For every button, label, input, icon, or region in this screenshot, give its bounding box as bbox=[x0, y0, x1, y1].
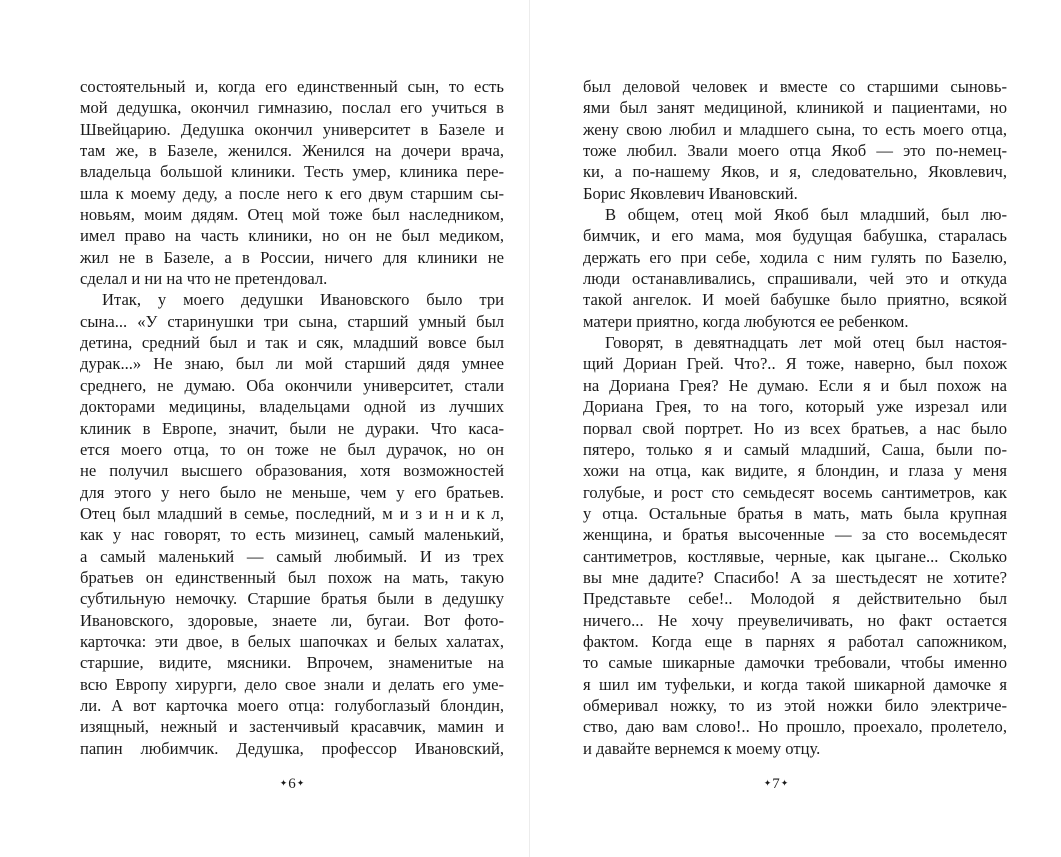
text-line: сделал и ни на что не претендовал. bbox=[80, 269, 328, 289]
text-line: новьям, моим дядям. Отец мой тоже был наследником, bbox=[80, 205, 504, 225]
ornament-icon: ✦ bbox=[763, 778, 772, 788]
text-line: Швейцарию. Дедушка окончил университет в Базеле и bbox=[80, 119, 504, 139]
text-line: люди останавливались, спрашивали, чей это и откуда bbox=[583, 269, 1007, 289]
page-number: 7 bbox=[772, 776, 780, 792]
text-line: на Дориана Грея? Не думаю. Если я и был похож на bbox=[583, 375, 1007, 395]
text-line: ство, даю вам слово!.. Но прошло, проехало, пролетело, bbox=[583, 717, 1007, 737]
text-line: Говорят, в девятнадцать лет мой отец был настоя- bbox=[605, 333, 1007, 353]
ornament-icon: ✦ bbox=[296, 778, 305, 788]
text-line: тоже любил. Звали моего отца Якоб — это по-немец- bbox=[583, 141, 1007, 161]
text-line: изящный, нежный и застенчивый красавчик, мамин и bbox=[80, 717, 504, 737]
text-line: докторами медицины, владельцами одной из лучших bbox=[80, 397, 504, 417]
text-line: я шил им туфельки, и когда такой шикарной дамочке я bbox=[583, 674, 1007, 694]
text-line: папин любимчик. Дедушка, профессор Ивановский, bbox=[80, 738, 504, 758]
text-line: В общем, отец мой Якоб был младший, был лю- bbox=[605, 205, 1007, 225]
text-line: владельца большой клиники. Тесть умер, клиника пере- bbox=[80, 162, 504, 182]
text-line: держать его при себе, ходила с ним гулять по Базелю, bbox=[583, 247, 1007, 267]
page-gutter bbox=[529, 0, 530, 857]
text-line: карточка: эти двое, в белых шапочках и белых халатах, bbox=[80, 631, 504, 651]
text-line: хожи на отца, как видите, я блондин, и глаза у меня bbox=[583, 461, 1007, 481]
text-line: сантиметров, костлявые, черные, как цыгане... Сколько bbox=[583, 546, 1007, 566]
text-line: ется моего отца, то он тоже не был дурачок, но он bbox=[80, 439, 504, 459]
text-line: фактом. Когда еще в парнях я работал сапожником, bbox=[583, 631, 1007, 651]
page-number-left bbox=[262, 776, 322, 793]
text-line: шла к моему деду, а после него к его двум старшим сы- bbox=[80, 183, 504, 203]
text-line: был деловой человек и вместе со старшими сыновь- bbox=[583, 77, 1007, 96]
text-line: ли. А вот карточка моего отца: голубоглазый блондин, bbox=[80, 695, 504, 715]
text-line: щий Дориан Грей. Что?.. Я тоже, наверно, был похож bbox=[583, 354, 1007, 374]
text-line: детина, средний был и так и сяк, младший вовсе был bbox=[80, 333, 504, 353]
text-line: Представьте себе!.. Молодой я действительно был bbox=[583, 589, 1007, 609]
page-number: 6 bbox=[288, 776, 296, 792]
text-line: Ивановского, здоровые, знаете ли, бугаи. Вот фото- bbox=[80, 610, 504, 630]
text-line: голубые, и рост сто семьдесят восемь сантиметров, как bbox=[583, 482, 1007, 502]
text-line: у отца. Остальные братья в мать, мать была крупная bbox=[583, 503, 1007, 523]
text-line: не получил высшего образования, хотя возможностей bbox=[80, 461, 504, 481]
text-line: имел право на часть клиники, но он не был медиком, bbox=[80, 226, 504, 246]
left-page-text bbox=[80, 76, 504, 759]
text-line: порвал свой портрет. Но из всех братьев, а нас было bbox=[583, 418, 1007, 438]
ornament-icon: ✦ bbox=[279, 778, 288, 788]
text-line: вы мне дадите? Спасибо! А за шестьдесят не хотите? bbox=[583, 567, 1007, 587]
text-line: бимчик, и его мама, моя будущая бабушка, старалась bbox=[583, 226, 1007, 246]
text-line: то самые шикарные дамочки требовали, чтобы именно bbox=[583, 653, 1007, 673]
text-line: обмеривал ножку, то из этой ножки било электриче- bbox=[583, 695, 1007, 715]
text-line: Дориана Грея, то на того, который уже изрезал или bbox=[583, 397, 1007, 417]
text-line: для этого у него было не меньше, чем у его братьев. bbox=[80, 482, 504, 502]
ornament-icon: ✦ bbox=[780, 778, 789, 788]
text-line: Борис Яковлевич Ивановский. bbox=[583, 183, 798, 203]
text-line: женщина, и братья высоченные — за сто восемьдесят bbox=[583, 525, 1007, 545]
text-line: как у нас говорят, то есть мизинец, самый маленький, bbox=[80, 525, 504, 545]
text-line: всю Европу хирурги, дело свое знали и делать его уме- bbox=[80, 674, 504, 694]
text-line: Итак, у моего дедушки Ивановского было три bbox=[102, 290, 504, 310]
text-line: жил не в Базеле, а в России, ничего для клиники не bbox=[80, 247, 504, 267]
text-line: среднего, не думаю. Оба окончили университет, стали bbox=[80, 375, 504, 395]
text-line: и давайте вернемся к моему отцу. bbox=[583, 738, 821, 758]
text-line: старшие, видите, мясники. Впрочем, знаменитые на bbox=[80, 653, 504, 673]
text-line: а самый маленький — самый любимый. И из трех bbox=[80, 546, 504, 566]
text-line: ки, а по-нашему Яков, и я, следовательно, Яковлевич, bbox=[583, 162, 1007, 182]
text-line: дурак...» Не знаю, был ли мой старший дядя умнее bbox=[80, 354, 504, 374]
text-line: мой дедушка, окончил гимназию, послал его учиться в bbox=[80, 98, 504, 118]
text-line: ями был занят медициной, клиникой и пациентами, но bbox=[583, 98, 1007, 118]
text-line: матери приятно, когда любуются ее ребенком. bbox=[583, 311, 909, 331]
text-line: субтильную немочку. Старшие братья были в дедушку bbox=[80, 589, 504, 609]
text-line: Отец был младший в семье, последний, м и з и н и к л, bbox=[80, 503, 504, 523]
text-line: там же, в Базеле, женился. Женился на дочери врача, bbox=[80, 141, 504, 161]
text-line: ничего... Не хочу преувеличивать, но факт остается bbox=[583, 610, 1007, 630]
text-line: сына... «У старинушки три сына, старший умный был bbox=[80, 311, 504, 331]
right-page-text bbox=[583, 76, 1007, 759]
text-line: жену свою любил и младшего сына, то есть моего отца, bbox=[583, 119, 1007, 139]
text-line: состоятельный и, когда его единственный сын, то есть bbox=[80, 77, 504, 96]
text-line: такой ангелок. И моей бабушке было приятно, всякой bbox=[583, 290, 1007, 310]
text-line: пятеро, только я и самый младший, Саша, были по- bbox=[583, 439, 1007, 459]
text-line: клиник в Европе, значит, были не дураки. Что каса- bbox=[80, 418, 504, 438]
page-number-right bbox=[746, 776, 806, 793]
text-line: братьев он единственный был похож на мать, такую bbox=[80, 567, 504, 587]
